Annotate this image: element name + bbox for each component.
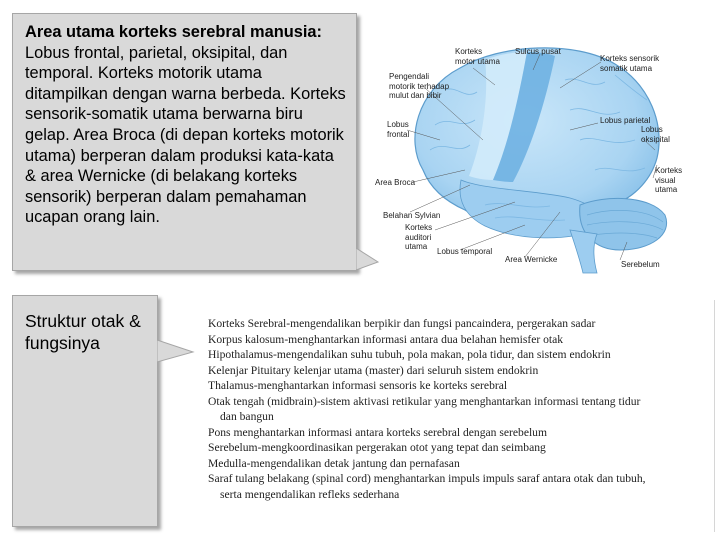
function-line: Otak tengah (midbrain)-sistem aktivasi retikular yang menghantarkan informasi tentang tidur [208, 394, 641, 408]
function-line: Thalamus-menghantarkan informasi sensoris ke korteks serebral [208, 379, 508, 392]
callout-bottom-pointer [157, 338, 195, 364]
label-lobus-frontal: Lobus frontal [387, 120, 410, 139]
label-sulcus-pusat: Sulcus pusat [515, 47, 561, 56]
function-line: Hipothalamus-mengendalikan suhu tubuh, pola makan, pola tidur, dan sistem endokrin [208, 348, 611, 361]
label-lobus-parietal: Lobus parietal [600, 116, 651, 125]
callout-body: Lobus frontal, parietal, oksipital, dan temporal. Korteks motorik utama ditampilkan dengan warna berbeda. Korteks sensorik-somatik utama berwarna biru gelap. Area Broca (di depan korteks motorik utama) berperan dalam produksi kata-kata & area Wernicke (di belakang korteks sensorik) berperan dalam pemahaman ucapan orang lain. [25, 43, 346, 227]
function-line: Serebelum-mengkoordinasikan pergerakan otot yang tepat dan seimbang [208, 441, 546, 454]
brain-functions-list [208, 316, 713, 502]
label-area-wernicke: Area Wernicke [505, 255, 558, 264]
function-line-continued: dan bangun [220, 410, 274, 423]
function-line: Korteks Serebral-mengendalikan berpikir dan fungsi pancaindera, pergerakan sadar [208, 317, 596, 330]
label-area-broca: Area Broca [375, 178, 416, 187]
function-line-continued: serta mengendalikan refleks sederhana [220, 487, 400, 501]
label-pengendali-motorik: Pengendali motorik terhadap mulut dan bibir [389, 72, 450, 100]
label-lobus-temporal: Lobus temporal [437, 247, 493, 256]
label-serebelum: Serebelum [621, 260, 660, 269]
function-line: Medulla-mengendalikan detak jantung dan pernafasan [208, 456, 460, 470]
structure-callout-text: Struktur otak & fungsinya [25, 311, 141, 353]
brainstem-shape [570, 230, 597, 273]
label-korteks-auditori: Korteks auditori utama [405, 223, 433, 251]
right-divider [714, 300, 715, 532]
function-line: Saraf tulang belakang (spinal cord) menghantarkan impuls impuls saraf antara otak dan tubuh, [208, 472, 646, 485]
label-korteks-visual: Korteks visual utama [655, 166, 683, 194]
structure-callout [12, 295, 158, 527]
function-line: Korpus kalosum-menghantarkan informasi antara dua belahan hemisfer otak [208, 332, 564, 346]
label-korteks-motor: Korteks motor utama [455, 47, 500, 66]
label-korteks-sensorik: Korteks sensorik somatik utama [600, 54, 660, 73]
callout-heading: Area utama korteks serebral manusia: [25, 23, 322, 41]
function-line: Pons menghantarkan informasi antara korteks serebral dengan serebelum [208, 425, 547, 439]
label-belahan-sylvian: Belahan Sylvian [383, 211, 441, 220]
description-callout [12, 13, 357, 271]
label-lobus-oksipital: Lobus oksipital [641, 125, 670, 144]
brain-diagram [365, 30, 715, 275]
function-line: Kelenjar Pituitary kelenjar utama (master) dari seluruh sistem endokrin [208, 363, 539, 377]
